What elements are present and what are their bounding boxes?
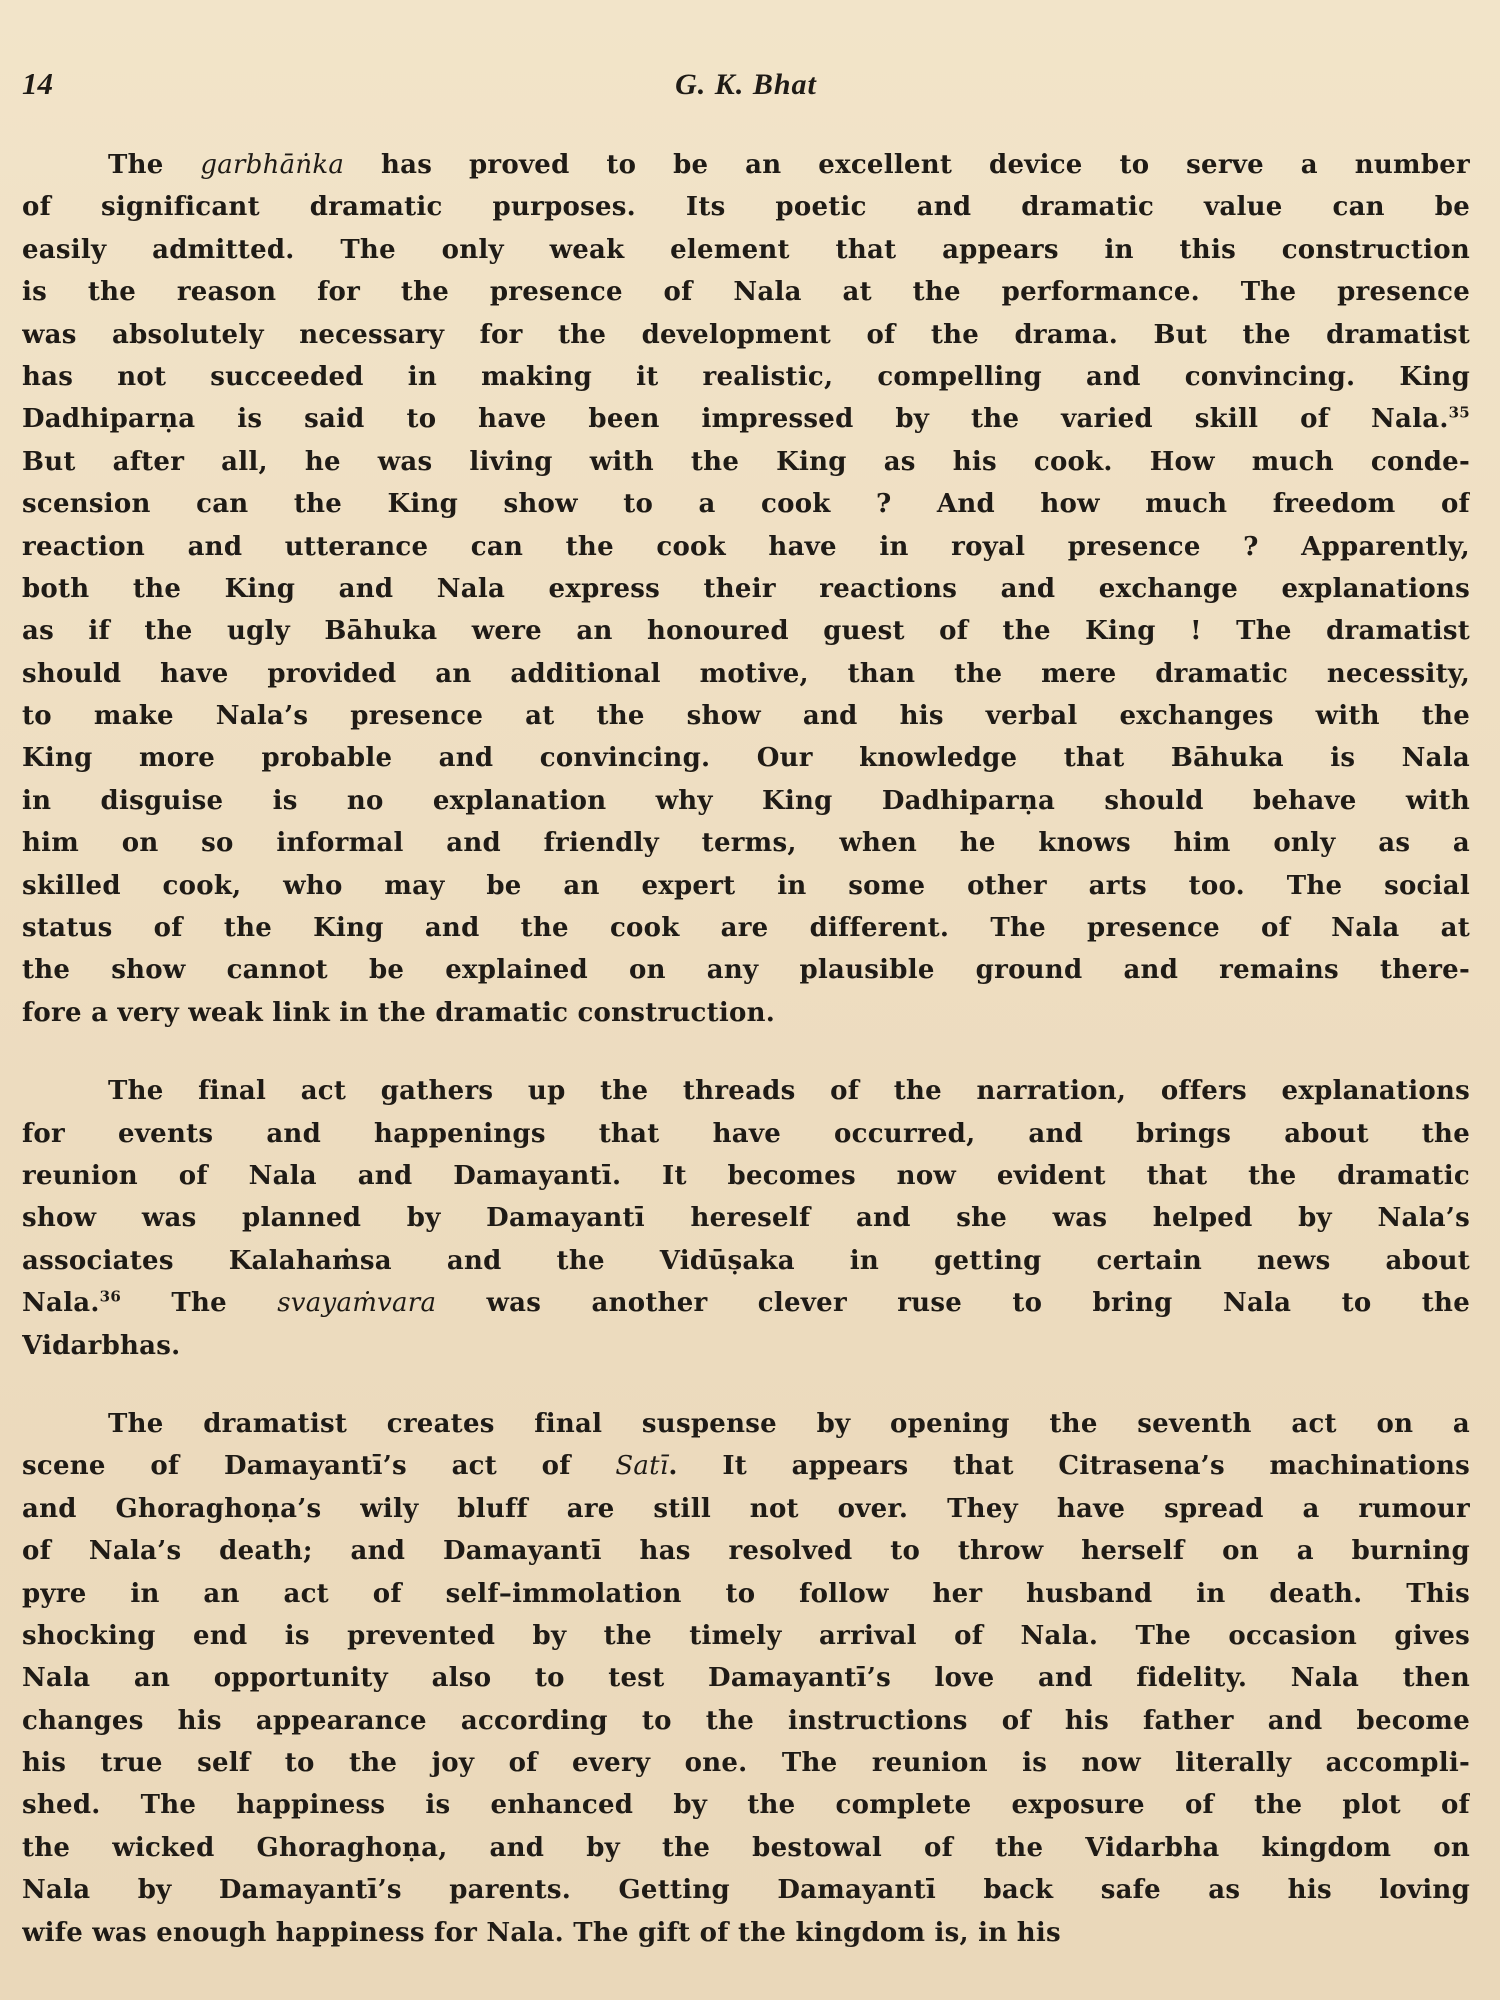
text-line (22, 1742, 1470, 1784)
text-segment: changes his appearance according to the instructions of his father and become (22, 1705, 1470, 1736)
text-segment: and Ghoraghoṇa’s wily bluff are still not over. They have spread a rumour (22, 1493, 1470, 1524)
text-line (22, 1488, 1470, 1530)
text-segment: of significant dramatic purposes. Its poetic and dramatic value can be (22, 192, 1470, 223)
text-segment: Nala. (22, 1288, 100, 1319)
text-line (22, 1240, 1470, 1282)
footnote-ref: 36 (99, 1287, 122, 1306)
text-segment: wife was enough happiness for Nala. The gift of the kingdom is, in his (22, 1917, 1061, 1948)
text-segment: in disguise is no explanation why King Dadhiparṇa should behave with (22, 785, 1470, 816)
text-segment: show was planned by Damayantī hereself and she was helped by Nala’s (22, 1203, 1470, 1234)
text-segment: shed. The happiness is enhanced by the complete exposure of the plot of (22, 1790, 1470, 1821)
text-segment: both the King and Nala express their reactions and exchange explanations (22, 573, 1470, 604)
text-line (22, 1445, 1470, 1487)
text-line (22, 822, 1470, 864)
paragraph (22, 144, 1470, 1034)
text-segment: reaction and utterance can the cook have in royal presence ? Apparently, (22, 531, 1470, 562)
text-segment: of Nala’s death; and Damayantī has resolved to throw herself on a burning (22, 1536, 1470, 1567)
text-segment: him on so informal and friendly terms, when he knows him only as a (22, 828, 1470, 859)
header-author: G. K. Bhat (675, 68, 817, 101)
text-line (22, 1700, 1470, 1742)
text-line (22, 1197, 1470, 1239)
text-line (22, 398, 1470, 440)
text-line (22, 1070, 1470, 1112)
text-segment: Nala by Damayantī’s parents. Getting Damayantī back safe as his loving (22, 1875, 1470, 1906)
text-segment: Vidarbhas. (22, 1330, 181, 1361)
text-segment: The final act gathers up the threads of the narration, offers explanations (108, 1076, 1470, 1107)
text-segment: to make Nala’s presence at the show and his verbal exchanges with the (22, 701, 1470, 732)
text-line (22, 1615, 1470, 1657)
text-segment: as if the ugly Bāhuka were an honoured guest of the King ! The dramatist (22, 616, 1470, 647)
text-line (22, 737, 1470, 779)
text-line (22, 949, 1470, 991)
text-line (22, 1573, 1470, 1615)
text-line (22, 653, 1470, 695)
text-segment: But after all, he was living with the King as his cook. How much conde- (22, 446, 1470, 477)
text-line (22, 1282, 1470, 1324)
text-line (22, 314, 1470, 356)
footnote-ref: 35 (1448, 403, 1470, 422)
text-segment: the wicked Ghoraghoṇa, and by the bestowal of the Vidarbha kingdom on (22, 1832, 1470, 1863)
text-segment: Dadhiparṇa is said to have been impressed by the varied skill of Nala. (22, 404, 1449, 435)
text-line (22, 356, 1470, 398)
text-segment: was another clever ruse to bring Nala to the (436, 1288, 1470, 1319)
text-line (22, 1869, 1470, 1911)
text-line (22, 992, 1470, 1034)
text-line (22, 1827, 1470, 1869)
text-line (22, 695, 1470, 737)
text-line (22, 1113, 1470, 1155)
text-line (22, 441, 1470, 483)
text-line (22, 483, 1470, 525)
text-line (22, 144, 1470, 186)
text-line (22, 865, 1470, 907)
italic-term: garbhāṅka (200, 150, 345, 180)
text-segment: has proved to be an excellent device to serve a number (344, 150, 1470, 180)
text-segment: has not succeeded in making it realistic, compelling and convincing. King (22, 361, 1470, 392)
text-line (22, 229, 1470, 271)
text-segment: skilled cook, who may be an expert in some other arts too. The social (22, 870, 1470, 901)
page-number: 14 (22, 66, 53, 101)
text-line (22, 610, 1470, 652)
text-segment: is the reason for the presence of Nala at the performance. The presence (22, 277, 1470, 308)
text-segment: King more probable and convincing. Our knowledge that Bāhuka is Nala (22, 743, 1470, 774)
text-line (22, 271, 1470, 313)
text-line (22, 1325, 1470, 1367)
paragraph (22, 1403, 1470, 1954)
text-segment: associates Kalahaṁsa and the Vidūṣaka in getting certain news about (22, 1245, 1470, 1276)
text-line (22, 1530, 1470, 1572)
text-segment: was absolutely necessary for the development of the drama. But the dramatist (22, 319, 1470, 350)
text-line (22, 186, 1470, 228)
text-segment: fore a very weak link in the dramatic construction. (22, 997, 776, 1028)
text-segment: should have provided an additional motive, than the mere dramatic necessity, (22, 658, 1470, 689)
text-segment: The dramatist creates final suspense by opening the seventh act on a (108, 1408, 1470, 1439)
text-segment: Nala an opportunity also to test Damayantī’s love and fidelity. Nala then (22, 1663, 1470, 1694)
text-line (22, 907, 1470, 949)
text-line (22, 780, 1470, 822)
text-line (22, 1784, 1470, 1826)
text-line (22, 1657, 1470, 1699)
text-line (22, 526, 1470, 568)
text-segment: easily admitted. The only weak element that appears in this construction (22, 234, 1470, 265)
text-segment: The (108, 150, 201, 180)
text-segment: scension can the King show to a cook ? And how much freedom of (22, 489, 1470, 520)
text-line (22, 1155, 1470, 1197)
text-segment: shocking end is prevented by the timely arrival of Nala. The occasion gives (22, 1620, 1470, 1651)
italic-term: svayaṁvara (277, 1288, 437, 1319)
text-line (22, 1912, 1470, 1954)
running-head (22, 62, 1470, 112)
text-segment: . It appears that Citrasena’s machinations (668, 1451, 1470, 1482)
text-segment: the show cannot be explained on any plausible ground and remains there- (22, 955, 1470, 986)
text-line (22, 568, 1470, 610)
text-segment: status of the King and the cook are different. The presence of Nala at (22, 913, 1470, 944)
paragraph (22, 1070, 1470, 1367)
text-segment: pyre in an act of self–immolation to follow her husband in death. This (22, 1578, 1470, 1609)
text-segment: The (121, 1288, 278, 1319)
text-segment: his true self to the joy of every one. The reunion is now literally accompli- (22, 1748, 1470, 1779)
body-text (22, 144, 1470, 1954)
italic-term: Satī (615, 1451, 669, 1482)
text-segment: scene of Damayantī’s act of (22, 1451, 616, 1482)
text-segment: reunion of Nala and Damayantī. It becomes now evident that the dramatic (22, 1160, 1470, 1191)
text-line (22, 1403, 1470, 1445)
text-segment: for events and happenings that have occurred, and brings about the (22, 1118, 1470, 1149)
